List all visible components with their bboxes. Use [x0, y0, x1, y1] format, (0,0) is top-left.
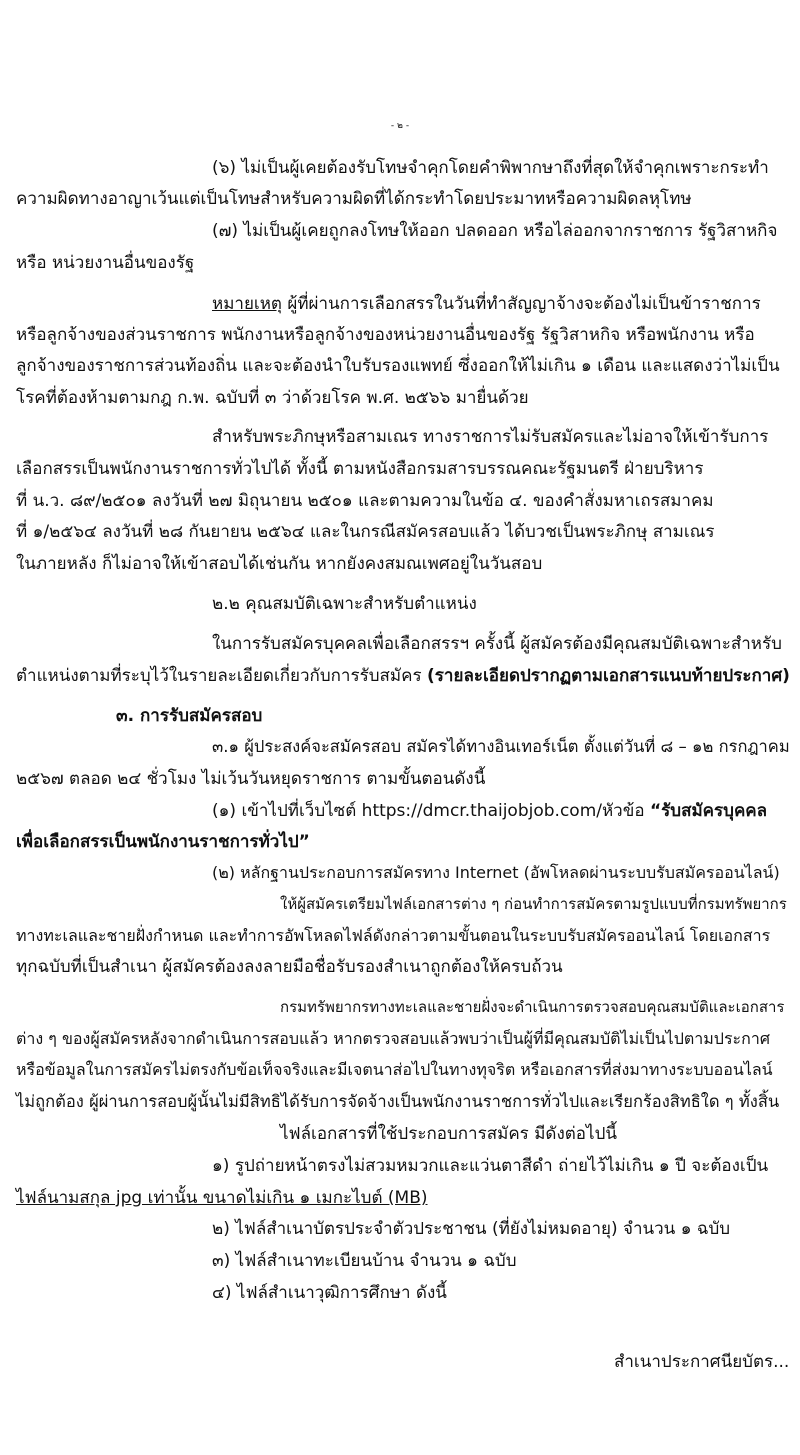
file-2: ๒) ไฟล์สำเนาบัตรประจำตัวประชาชน (ที่ยังไม่หมดอายุ) จำนวน ๑ ฉบับ	[212, 1219, 731, 1239]
s31-line-2: ๒๕๖๗ ตลอด ๒๔ ชั่วโมง ไม่เว้นวันหยุดราชการ ตามขั้นตอนดังนี้	[16, 769, 486, 789]
q6-line-1: (๖) ไม่เป็นผู้เคยต้องรับโทษจำคุกโดยคำพิพากษาถึงที่สุดให้จำคุกเพราะกระทำ	[212, 158, 769, 178]
s31-line-1: ๓.๑ ผู้ประสงค์จะสมัครสอบ สมัครได้ทางอินเทอร์เน็ต ตั้งแต่วันที่ ๘ – ๑๒ กรกฎาคม	[212, 737, 790, 756]
file-3: ๓) ไฟล์สำเนาทะเบียนบ้าน จำนวน ๑ ฉบับ	[212, 1251, 517, 1271]
check-line-1: กรมทรัพยากรทางทะเลและชายฝั่งจะดำเนินการตรวจสอบคุณสมบัติและเอกสาร	[280, 998, 785, 1016]
file-1-line-1: ๑) รูปถ่ายหน้าตรงไม่สวมหมวกและแว่นตาสีดำ ถ่ายไว้ไม่เกิน ๑ ปี จะต้องเป็น	[212, 1156, 769, 1176]
prep-line-3: ทุกฉบับที่เป็นสำเนา ผู้สมัครต้องลงลายมือชื่อรับรองสำเนาถูกต้องให้ครบถ้วน	[16, 957, 563, 977]
section-2-2-heading: ๒.๒ คุณสมบัติเฉพาะสำหรับตำแหน่ง	[212, 594, 477, 614]
q6-line-2: ความผิดทางอาญาเว้นแต่เป็นโทษสำหรับความผิดที่ได้กระทำโดยประมาทหรือความผิดลหุโทษ	[16, 189, 692, 209]
prep-line-1: ให้ผู้สมัครเตรียมไฟล์เอกสารต่าง ๆ ก่อนทำการสมัครตามรูปแบบที่กรมทรัพยากร	[280, 895, 787, 913]
section-3-heading: ๓. การรับสมัครสอบ	[116, 706, 263, 726]
note-line-3: ลูกจ้างของราชการส่วนท้องถิ่น และจะต้องนำใบรับรองแพทย์ ซึ่งออกให้ไม่เกิน ๑ เดือน และแสดงว่าไม่เป็น	[16, 356, 780, 376]
note-label: หมายเหตุ	[212, 294, 282, 314]
s22-line-1: ในการรับสมัครบุคคลเพื่อเลือกสรรฯ ครั้งนี้ ผู้สมัครต้องมีคุณสมบัติเฉพาะสำหรับ	[212, 634, 782, 654]
note-line-4: โรคที่ต้องห้ามตามกฎ ก.พ. ฉบับที่ ๓ ว่าด้วยโรค พ.ศ. ๒๕๖๖ มายื่นด้วย	[16, 388, 529, 408]
monks-line-5: ในภายหลัง ก็ไม่อาจให้เข้าสอบได้เช่นกัน หากยังคงสมณเพศอยู่ในวันสอบ	[16, 554, 543, 574]
file-4: ๔) ไฟล์สำเนาวุฒิการศึกษา ดังนี้	[212, 1283, 447, 1303]
files-intro: ไฟล์เอกสารที่ใช้ประกอบการสมัคร มีดังต่อไปนี้	[280, 1124, 617, 1144]
step-1-line-1: (๑) เข้าไปที่เว็บไซต์ https://dmcr.thaijobjob.com/หัวข้อ “รับสมัครบุคคล	[212, 801, 768, 821]
monks-line-2: เลือกสรรเป็นพนักงานราชการทั่วไปได้ ทั้งนี้ ตามหนังสือกรมสารบรรณคณะรัฐมนตรี ฝ่ายบริหาร	[16, 459, 704, 479]
note-line-1: หมายเหตุ ผู้ที่ผ่านการเลือกสรรในวันที่ทำสัญญาจ้างจะต้องไม่เป็นข้าราชการ	[212, 294, 761, 314]
step-2: (๒) หลักฐานประกอบการสมัครทาง Internet (อัพโหลดผ่านระบบรับสมัครออนไลน์)	[212, 863, 780, 882]
q7-line-2: หรือ หน่วยงานอื่นของรัฐ	[16, 253, 195, 273]
continuation-text: สำเนาประกาศนียบัตร...	[614, 1352, 790, 1372]
monks-line-4: ที่ ๑/๒๕๖๔ ลงวันที่ ๒๘ กันยายน ๒๕๖๔ และในกรณีสมัครสอบแล้ว ได้บวชเป็นพระภิกษุ สามเณร	[16, 522, 715, 542]
page-number: - ๒ -	[390, 121, 410, 131]
q7-line-1: (๗) ไม่เป็นผู้เคยถูกลงโทษให้ออก ปลดออก หรือไล่ออกจากราชการ รัฐวิสาหกิจ	[212, 221, 778, 241]
attachment-note: (รายละเอียดปรากฏตามเอกสารแนบท้ายประกาศ)	[427, 666, 790, 686]
note-line-2: หรือลูกจ้างของส่วนราชการ พนักงานหรือลูกจ้างของหน่วยงานอื่นของรัฐ รัฐวิสาหกิจ หรือพนักงาน หรือ	[16, 325, 755, 345]
s22-line-2: ตำแหน่งตามที่ระบุไว้ในรายละเอียดเกี่ยวกับการรับสมัคร (รายละเอียดปรากฏตามเอกสารแนบท้ายประกาศ)	[16, 666, 790, 686]
monks-line-3: ที่ น.ว. ๘๙/๒๕๐๑ ลงวันที่ ๒๗ มิถุนายน ๒๕๐๑ และตามความในข้อ ๔. ของคำสั่งมหาเถรสมาคม	[16, 491, 714, 511]
check-line-3: หรือข้อมูลในการสมัครไม่ตรงกับข้อเท็จจริงและมีเจตนาส่อไปในทางทุจริต หรือเอกสารที่ส่งมาทางระบบออนไลน์	[16, 1060, 773, 1079]
check-line-2: ต่าง ๆ ของผู้สมัครหลังจากดำเนินการสอบแล้ว หากตรวจสอบแล้วพบว่าเป็นผู้ที่มีคุณสมบัติไม่เป็นไปตามประกาศ	[16, 1029, 770, 1048]
check-line-4: ไม่ถูกต้อง ผู้ผ่านการสอบผู้นั้นไม่มีสิทธิได้รับการจัดจ้างเป็นพนักงานราชการทั่วไปและเรียกร้องสิทธิใด ๆ ทั้งสิ้น	[16, 1092, 780, 1111]
step-1-line-2: เพื่อเลือกสรรเป็นพนักงานราชการทั่วไป”	[16, 832, 310, 852]
monks-line-1: สำหรับพระภิกษุหรือสามเณร ทางราชการไม่รับสมัครและไม่อาจให้เข้ารับการ	[212, 427, 769, 447]
prep-line-2: ทางทะเลและชายฝั่งกำหนด และทำการอัพโหลดไฟล์ดังกล่าวตามขั้นตอนในระบบรับสมัครออนไลน์ โดยเอกสาร	[16, 926, 771, 945]
file-1-line-2: ไฟล์นามสกุล jpg เท่านั้น ขนาดไม่เกิน ๑ เมกะไบต์ (MB)	[16, 1188, 428, 1208]
